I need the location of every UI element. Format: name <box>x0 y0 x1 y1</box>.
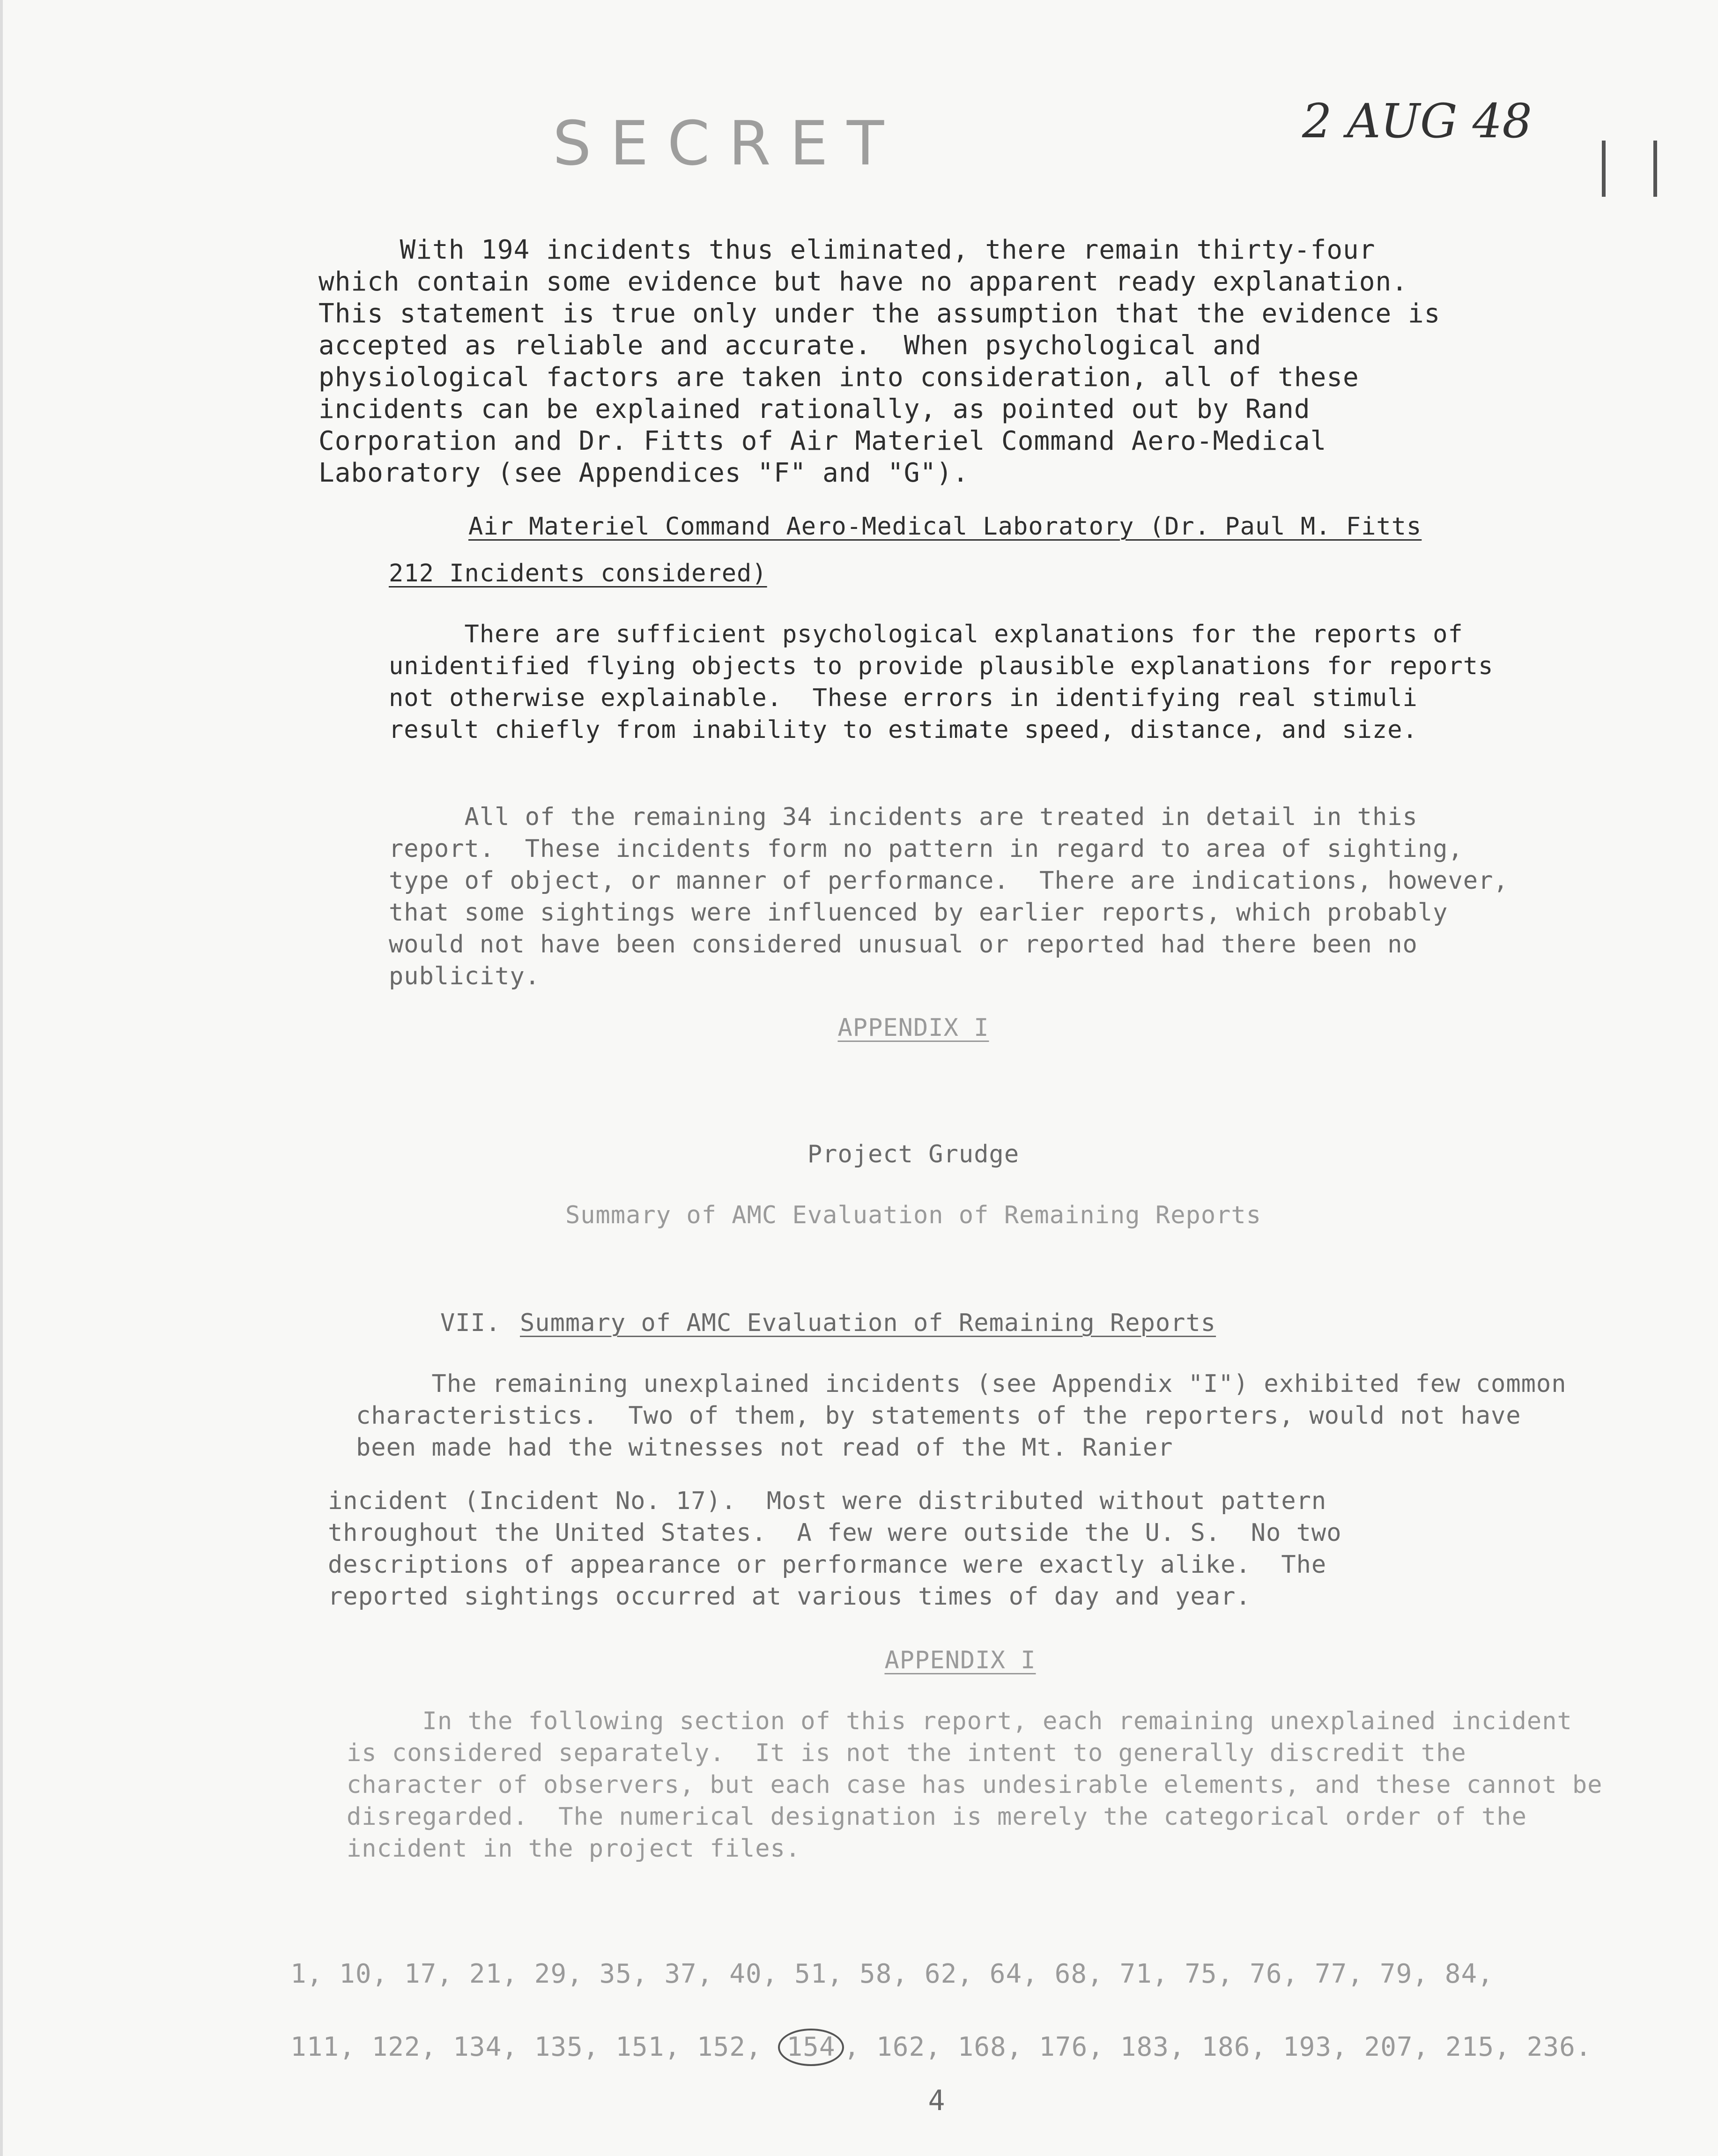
amc-lab-heading-line1: Air Materiel Command Aero-Medical Laboratory (Dr. Paul M. Fitts <box>468 513 1422 541</box>
handwritten-date: 2 AUG 48 <box>1302 94 1532 149</box>
intro-paragraph: With 194 incidents thus eliminated, there remain thirty-four which contain some evidence but have no apparent ready explanation. This statement is true only under the assumption that the evidence is accepted as reliable and accurate. When psychological and physiological factors are taken into consideration, all of these incidents can be explained rationally, as pointed out by Rand Corporation and Dr. Fitts of Air Materiel Command Aero-Medical Laboratory (see Appendices "F" and "G"). <box>318 235 1457 488</box>
appendix-paragraph: In the following section of this report, each remaining unexplained incident is considered separately. It is not the intent to generally discredit the character of observers, but each case has undesirable elements, and these cannot be disregarded. The numerical designation is merely the categorical order of the incident in the project files. <box>347 1707 1618 1863</box>
amc-lab-heading-line2: 212 Incidents considered) <box>389 559 767 587</box>
appendix-label: APPENDIX I <box>837 1014 989 1042</box>
incident-numbers-b: , 162, 168, 176, 183, 186, 193, 207, 215, 236. <box>844 2032 1592 2062</box>
scan-edge <box>0 0 3 2156</box>
section-vii-paragraph-2: incident (Incident No. 17). Most were distributed without pattern throughout the United States. A few were outside the U. S. No two descriptions of appearance or performance were exactly alike. The reported sightings occurred at various times of day and year. <box>328 1487 1357 1611</box>
section-heading: Summary of AMC Evaluation of Remaining Reports <box>520 1309 1216 1337</box>
appendix-label-second: APPENDIX I <box>884 1646 1036 1674</box>
section-vii-paragraph-1: The remaining unexplained incidents (see Appendix "I") exhibited few common characteristics. Two of them, by statements of the reporters, would not have been made had the witnesses not read of the Mt. Ranier <box>356 1370 1582 1462</box>
incident-numbers-line1: 1, 10, 17, 21, 29, 35, 37, 40, 51, 58, 62, 64, 68, 71, 75, 76, 77, 79, 84, <box>290 1959 1494 1989</box>
project-name: Project Grudge <box>807 1140 1020 1168</box>
section-number: VII. <box>440 1309 501 1337</box>
amc-lab-paragraph-2: All of the remaining 34 incidents are treated in detail in this report. These incidents form no pattern in regard to area of sighting, type of object, or manner of performance. There are indications, however, that some sightings were influenced by earlier reports, which probably would not have been considered unusual or reported had there been no publicity. <box>389 803 1524 990</box>
page-number: 4 <box>928 2084 946 2117</box>
circled-incident-number: 154 <box>778 2029 844 2066</box>
amc-lab-paragraph-1: There are sufficient psychological explanations for the reports of unidentified flying objects to provide plausible explanations for reports not otherwise explainable. These errors in identifying real stimuli result chiefly from inability to estimate speed, distance, and size. <box>389 620 1509 744</box>
appendix-subtitle: Summary of AMC Evaluation of Remaining Reports <box>565 1201 1262 1229</box>
classification-stamp: SECRET <box>553 108 903 179</box>
scan-mark <box>1602 141 1606 197</box>
incident-numbers-line2 <box>290 2029 1602 2066</box>
scan-mark <box>1653 141 1657 197</box>
incident-numbers-a: 111, 122, 134, 135, 151, 152, <box>290 2032 778 2062</box>
